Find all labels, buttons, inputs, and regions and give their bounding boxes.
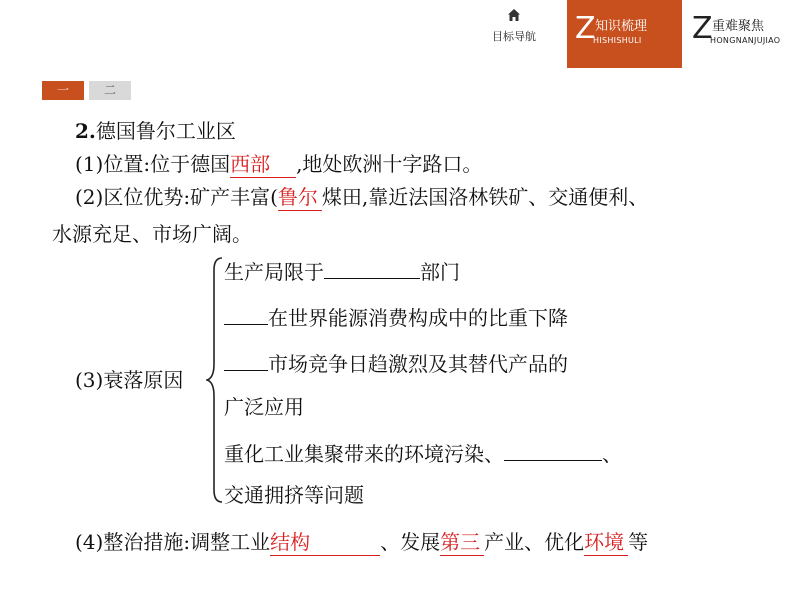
q4-answer1-blank bbox=[270, 529, 380, 556]
top-bar bbox=[0, 0, 794, 68]
reason-2 bbox=[224, 302, 568, 331]
nav-home-label: 目标导航 bbox=[492, 30, 536, 43]
q2-suffix: 煤田,靠近法国洛林铁矿、交通便利、 bbox=[321, 185, 649, 209]
tab-title: 重难聚焦 bbox=[712, 19, 765, 34]
q1-answer-blank bbox=[230, 151, 296, 178]
tab-letter: Z bbox=[575, 11, 596, 46]
q4-prefix: (4)整治措施:调整工业 bbox=[75, 530, 271, 554]
q4-answer2: 第三 bbox=[440, 530, 481, 554]
r2-blank bbox=[224, 302, 268, 325]
reason-4 bbox=[224, 438, 622, 467]
section-tab-2[interactable]: 二 bbox=[89, 81, 131, 100]
r1-text-a: 生产局限于 bbox=[224, 260, 324, 284]
reason-5: 交通拥挤等问题 bbox=[224, 483, 364, 507]
r4-blank bbox=[504, 438, 602, 461]
reason-3 bbox=[224, 348, 568, 377]
tab-zhishi-shuli[interactable] bbox=[567, 0, 682, 68]
q4-answer1: 结构 bbox=[270, 530, 311, 554]
q4-mid: 、发展 bbox=[380, 530, 441, 554]
q4-answer2-blank bbox=[440, 529, 484, 556]
tab-zhongnan-jujiao[interactable] bbox=[684, 0, 794, 68]
q1-suffix: ,地处欧洲十字路口。 bbox=[296, 152, 483, 176]
q2-prefix: (2)区位优势:矿产丰富( bbox=[75, 185, 278, 209]
reason-1 bbox=[224, 256, 460, 285]
question-2 bbox=[75, 184, 648, 211]
r4-text: 重化工业集聚带来的环境污染、 bbox=[224, 442, 504, 466]
tab-letter: Z bbox=[692, 11, 713, 46]
question-1 bbox=[75, 151, 482, 178]
section-heading bbox=[75, 118, 236, 144]
q1-prefix: (1)位置:位于德国 bbox=[75, 152, 231, 176]
tab-subtitle: HISHISHULI bbox=[593, 36, 642, 45]
r1-blank bbox=[324, 256, 420, 279]
r2-text: 在世界能源消费构成中的比重下降 bbox=[268, 306, 568, 330]
q4-answer3: 环境 bbox=[584, 530, 625, 554]
q1-answer: 西部 bbox=[230, 152, 271, 176]
tab-subtitle: HONGNANJUJIAO bbox=[710, 36, 781, 45]
r3-text: 市场竞争日趋激烈及其替代产品的 bbox=[268, 352, 568, 376]
reason-3-cont: 广泛应用 bbox=[224, 395, 304, 419]
question-4 bbox=[75, 529, 648, 556]
r4-end: 、 bbox=[602, 442, 622, 466]
q2-answer: 鲁尔 bbox=[277, 185, 318, 209]
q4-answer3-blank bbox=[584, 529, 628, 556]
q4-mid2: 产业、优化 bbox=[484, 530, 585, 554]
r3-blank bbox=[224, 348, 268, 371]
heading-number: 2. bbox=[75, 119, 96, 143]
section-tab-1[interactable]: 一 bbox=[42, 81, 84, 100]
heading-text: 德国鲁尔工业区 bbox=[95, 119, 236, 143]
q4-end: 等 bbox=[628, 530, 649, 554]
home-icon bbox=[507, 8, 521, 22]
nav-home-button[interactable] bbox=[475, 8, 553, 58]
brace-icon bbox=[206, 256, 226, 504]
q2-answer-blank bbox=[278, 184, 322, 211]
question-2-cont: 水源充足、市场广阔。 bbox=[52, 222, 252, 246]
r1-text-b: 部门 bbox=[420, 260, 460, 284]
tab-title: 知识梳理 bbox=[595, 19, 648, 34]
q3-label: (3)衰落原因 bbox=[75, 368, 184, 392]
